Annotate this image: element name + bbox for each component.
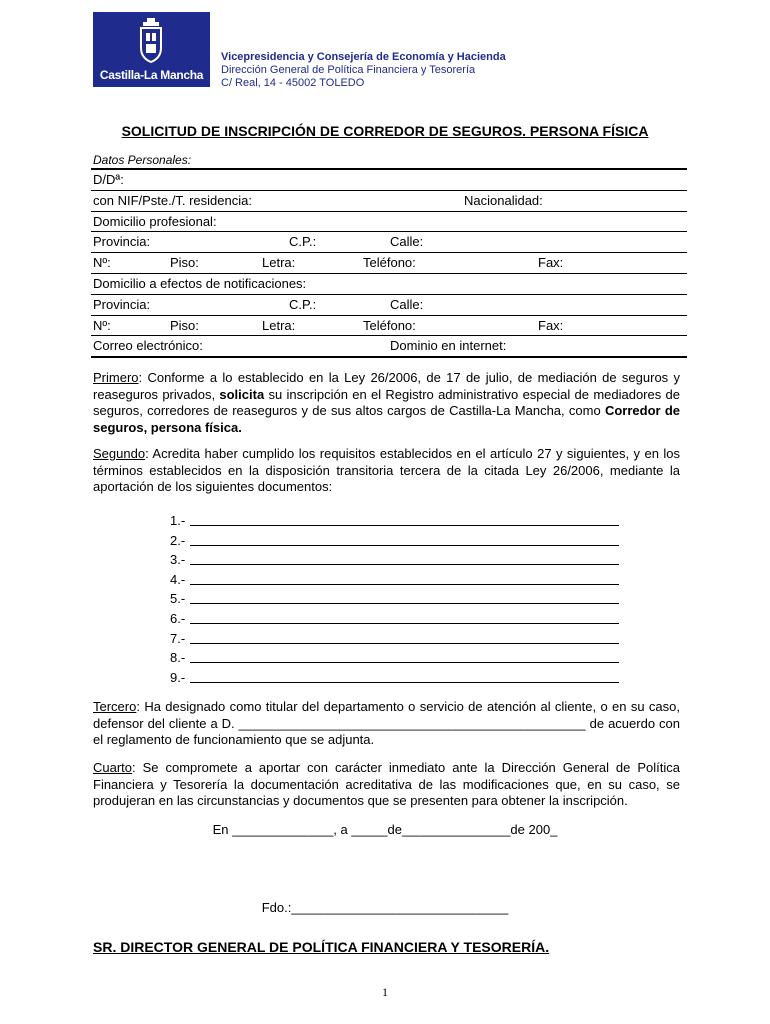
cuarto-text: : Se compromete a aportar con carácter inmediato ante la Dirección General de Política Financiera y Tesorería la documentación acreditativa de las modificaciones que, en su caso, se produjeran en las circunstancias y documentos que se presenten para obtener la inscripción. [93, 760, 680, 808]
organization-header [221, 51, 506, 90]
document-blank-line[interactable] [190, 623, 619, 624]
email-label: Correo electrónico: [93, 338, 203, 354]
org-department: Dirección General de Política Financiera y Tesorería [221, 64, 476, 76]
page-number: 1 [382, 985, 388, 999]
fax-label: Fax: [538, 255, 564, 271]
letter-label: Letra: [262, 255, 296, 271]
org-address: C/ Real, 14 - 45002 TOLEDO [221, 77, 365, 89]
personal-data-label: Datos Personales: [93, 153, 192, 167]
document-blank-line[interactable] [190, 564, 619, 565]
coat-of-arms-icon [138, 18, 164, 64]
org-name: Vicepresidencia y Consejería de Economía y Hacienda [221, 51, 506, 63]
notification-province-row[interactable] [91, 294, 687, 315]
professional-address-label: Domicilio profesional: [93, 213, 217, 229]
nif-label: con NIF/Pste./T. residencia: [93, 192, 252, 208]
document-number: 6.- [170, 610, 186, 626]
tercero-text-2: de acuerdo con el reglamento de funcionamiento que se adjunta. [93, 715, 680, 747]
nif-row[interactable] [91, 190, 687, 211]
document-blank-line[interactable] [190, 662, 619, 663]
document-number: 3.- [170, 552, 186, 568]
number-row[interactable] [91, 252, 687, 273]
email-row[interactable] [91, 335, 687, 358]
personal-data-form [91, 168, 687, 358]
document-number: 2.- [170, 532, 186, 548]
notification-address-row[interactable] [91, 273, 687, 294]
document-number: 8.- [170, 650, 186, 666]
document-number: 5.- [170, 591, 186, 607]
province-label: Provincia: [93, 234, 151, 250]
primero-bold-1: solicita [219, 386, 265, 402]
document-number: 1.- [170, 513, 186, 528]
notification-postal-code-label: C.P.: [289, 296, 317, 312]
phone-label: Teléfono: [363, 255, 416, 271]
document-blank-line[interactable] [190, 584, 619, 585]
street-label: Calle: [390, 234, 424, 250]
notification-address-label: Domicilio a efectos de notificaciones: [93, 275, 307, 291]
primero-bold-2: Corredor de seguros, persona física. [93, 403, 680, 435]
tercero-text-1: : Ha designado como titular del departamento o servicio de atención al cliente, o en su caso, defensor del cliente a D. [93, 699, 680, 731]
notification-floor-label: Piso: [170, 317, 199, 333]
clause-tercero [93, 699, 680, 749]
castilla-la-mancha-logo [93, 12, 210, 87]
notification-number-row[interactable] [91, 315, 687, 336]
internet-domain-label: Dominio en internet: [390, 338, 507, 354]
addressee: SR. DIRECTOR GENERAL DE POLÍTICA FINANCIERA Y TESORERÍA. [93, 939, 550, 955]
document-blank-line[interactable] [190, 525, 619, 526]
signature-line[interactable]: Fdo.:______________________________ [261, 900, 509, 915]
nationality-label: Nacionalidad: [464, 192, 543, 208]
document-number: 4.- [170, 571, 186, 587]
number-label: Nº: [93, 255, 111, 271]
document-blank-line[interactable] [190, 603, 619, 604]
notification-phone-label: Teléfono: [363, 317, 416, 333]
notification-number-label: Nº: [93, 317, 111, 333]
notification-street-label: Calle: [390, 296, 424, 312]
professional-address-row[interactable] [91, 211, 687, 232]
postal-code-label: C.P.: [289, 234, 317, 250]
place-date-line[interactable]: En ______________, a _____de_______________de 200_ [212, 822, 558, 837]
document-title: SOLICITUD DE INSCRIPCIÓN DE CORREDOR DE SEGUROS. PERSONA FÍSICA [121, 123, 649, 139]
document-blank-line[interactable] [190, 545, 619, 546]
notification-letter-label: Letra: [262, 317, 296, 333]
tercero-lead: Tercero [93, 699, 137, 714]
document-number: 9.- [170, 669, 186, 685]
province-row[interactable] [91, 231, 687, 252]
primero-text-2: su inscripción en el Registro administrativo especial de mediadores de seguros, corredores de reaseguros y de sus altos cargos de Castilla-La Mancha, como [93, 386, 680, 418]
name-row[interactable] [91, 168, 687, 190]
notification-fax-label: Fax: [538, 317, 564, 333]
clause-primero [93, 370, 680, 436]
floor-label: Piso: [170, 255, 199, 271]
segundo-text: : Acredita haber cumplido los requisitos establecidos en el artículo 27 y siguientes, y en los términos establecidos en la disposición transitoria tercera de la citada Ley 26/2006, mediante la aportación de los siguientes documentos: [93, 446, 680, 494]
name-label: D/Dª: [93, 172, 124, 187]
document-blank-line[interactable] [190, 682, 619, 683]
clause-segundo [93, 446, 680, 496]
notification-province-label: Provincia: [93, 296, 151, 312]
clause-cuarto [93, 760, 680, 810]
defender-name-blank[interactable]: ________________________________________________ [238, 715, 586, 731]
document-blank-line[interactable] [190, 643, 619, 644]
document-number: 7.- [170, 630, 186, 646]
logo-text: Castilla-La Mancha [99, 68, 204, 82]
cuarto-lead: Cuarto [93, 760, 133, 775]
segundo-lead: Segundo [93, 446, 146, 461]
primero-text-1: : Conforme a lo establecido en la Ley 26/2006, de 17 de julio, de mediación de seguros y reaseguros privados, [93, 370, 680, 402]
primero-lead: Primero [93, 370, 139, 385]
